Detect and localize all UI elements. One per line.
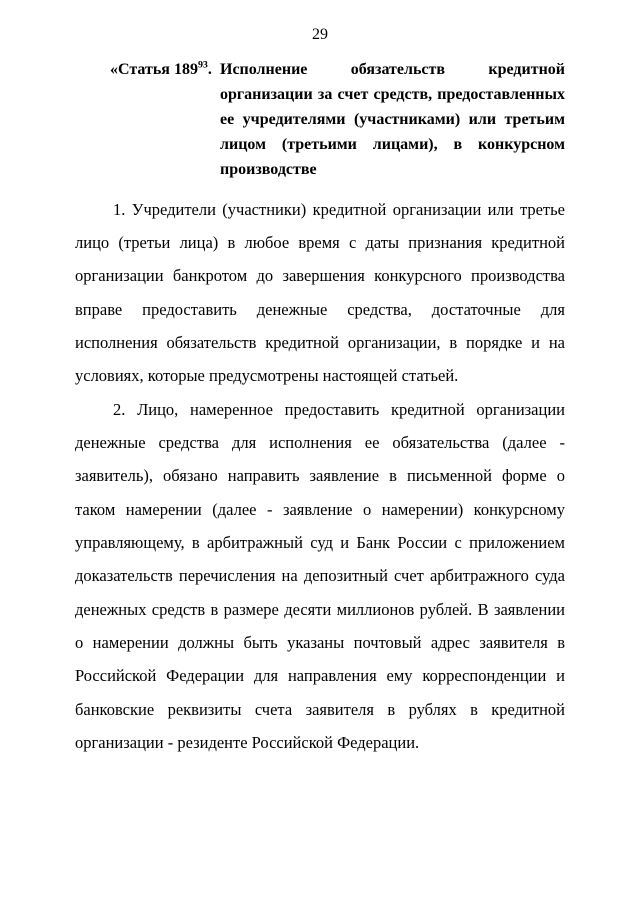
article-label-prefix: «Статья 189 xyxy=(110,61,198,78)
article-label xyxy=(110,58,220,83)
article-title: Исполнение обязательств кредитной организации за счет средств, предоставленных ее учредителями (участниками) или третьим лицом (третьими лицами), в конкурсном производстве xyxy=(220,61,565,178)
article-label-superscript: 93 xyxy=(197,59,208,71)
paragraph-1: 1. Учредители (участники) кредитной организации или третье лицо (третьи лица) в любое время с даты признания кредитной организации банкротом до завершения конкурсного производства вправе предоставить денежные средства, достаточные для исполнения обязательств кредитной организации, в порядке и на условиях, которые предусмотрены настоящей статьей. xyxy=(75,199,565,386)
paragraph-2: 2. Лицо, намеренное предоставить кредитной организации денежные средства для исполнения ее обязательства (далее - заявитель), обязано направить заявление в письменной форме о таком намерении (далее - заявление о намерении) конкурсному управляющему, в арбитражный суд и Банк России с приложением доказательств перечисления на депозитный счет арбитражного суда денежных средств в размере десяти миллионов рублей. В заявлении о намерении должны быть указаны почтовый адрес заявителя в Российской Федерации для направления ему корреспонденции и банковские реквизиты счета заявителя в рублях в кредитной организации - резиденте Российской Федерации. xyxy=(75,399,565,753)
article-label-dot: . xyxy=(207,61,212,78)
article-heading xyxy=(110,58,565,183)
page-number: 29 xyxy=(312,26,328,43)
